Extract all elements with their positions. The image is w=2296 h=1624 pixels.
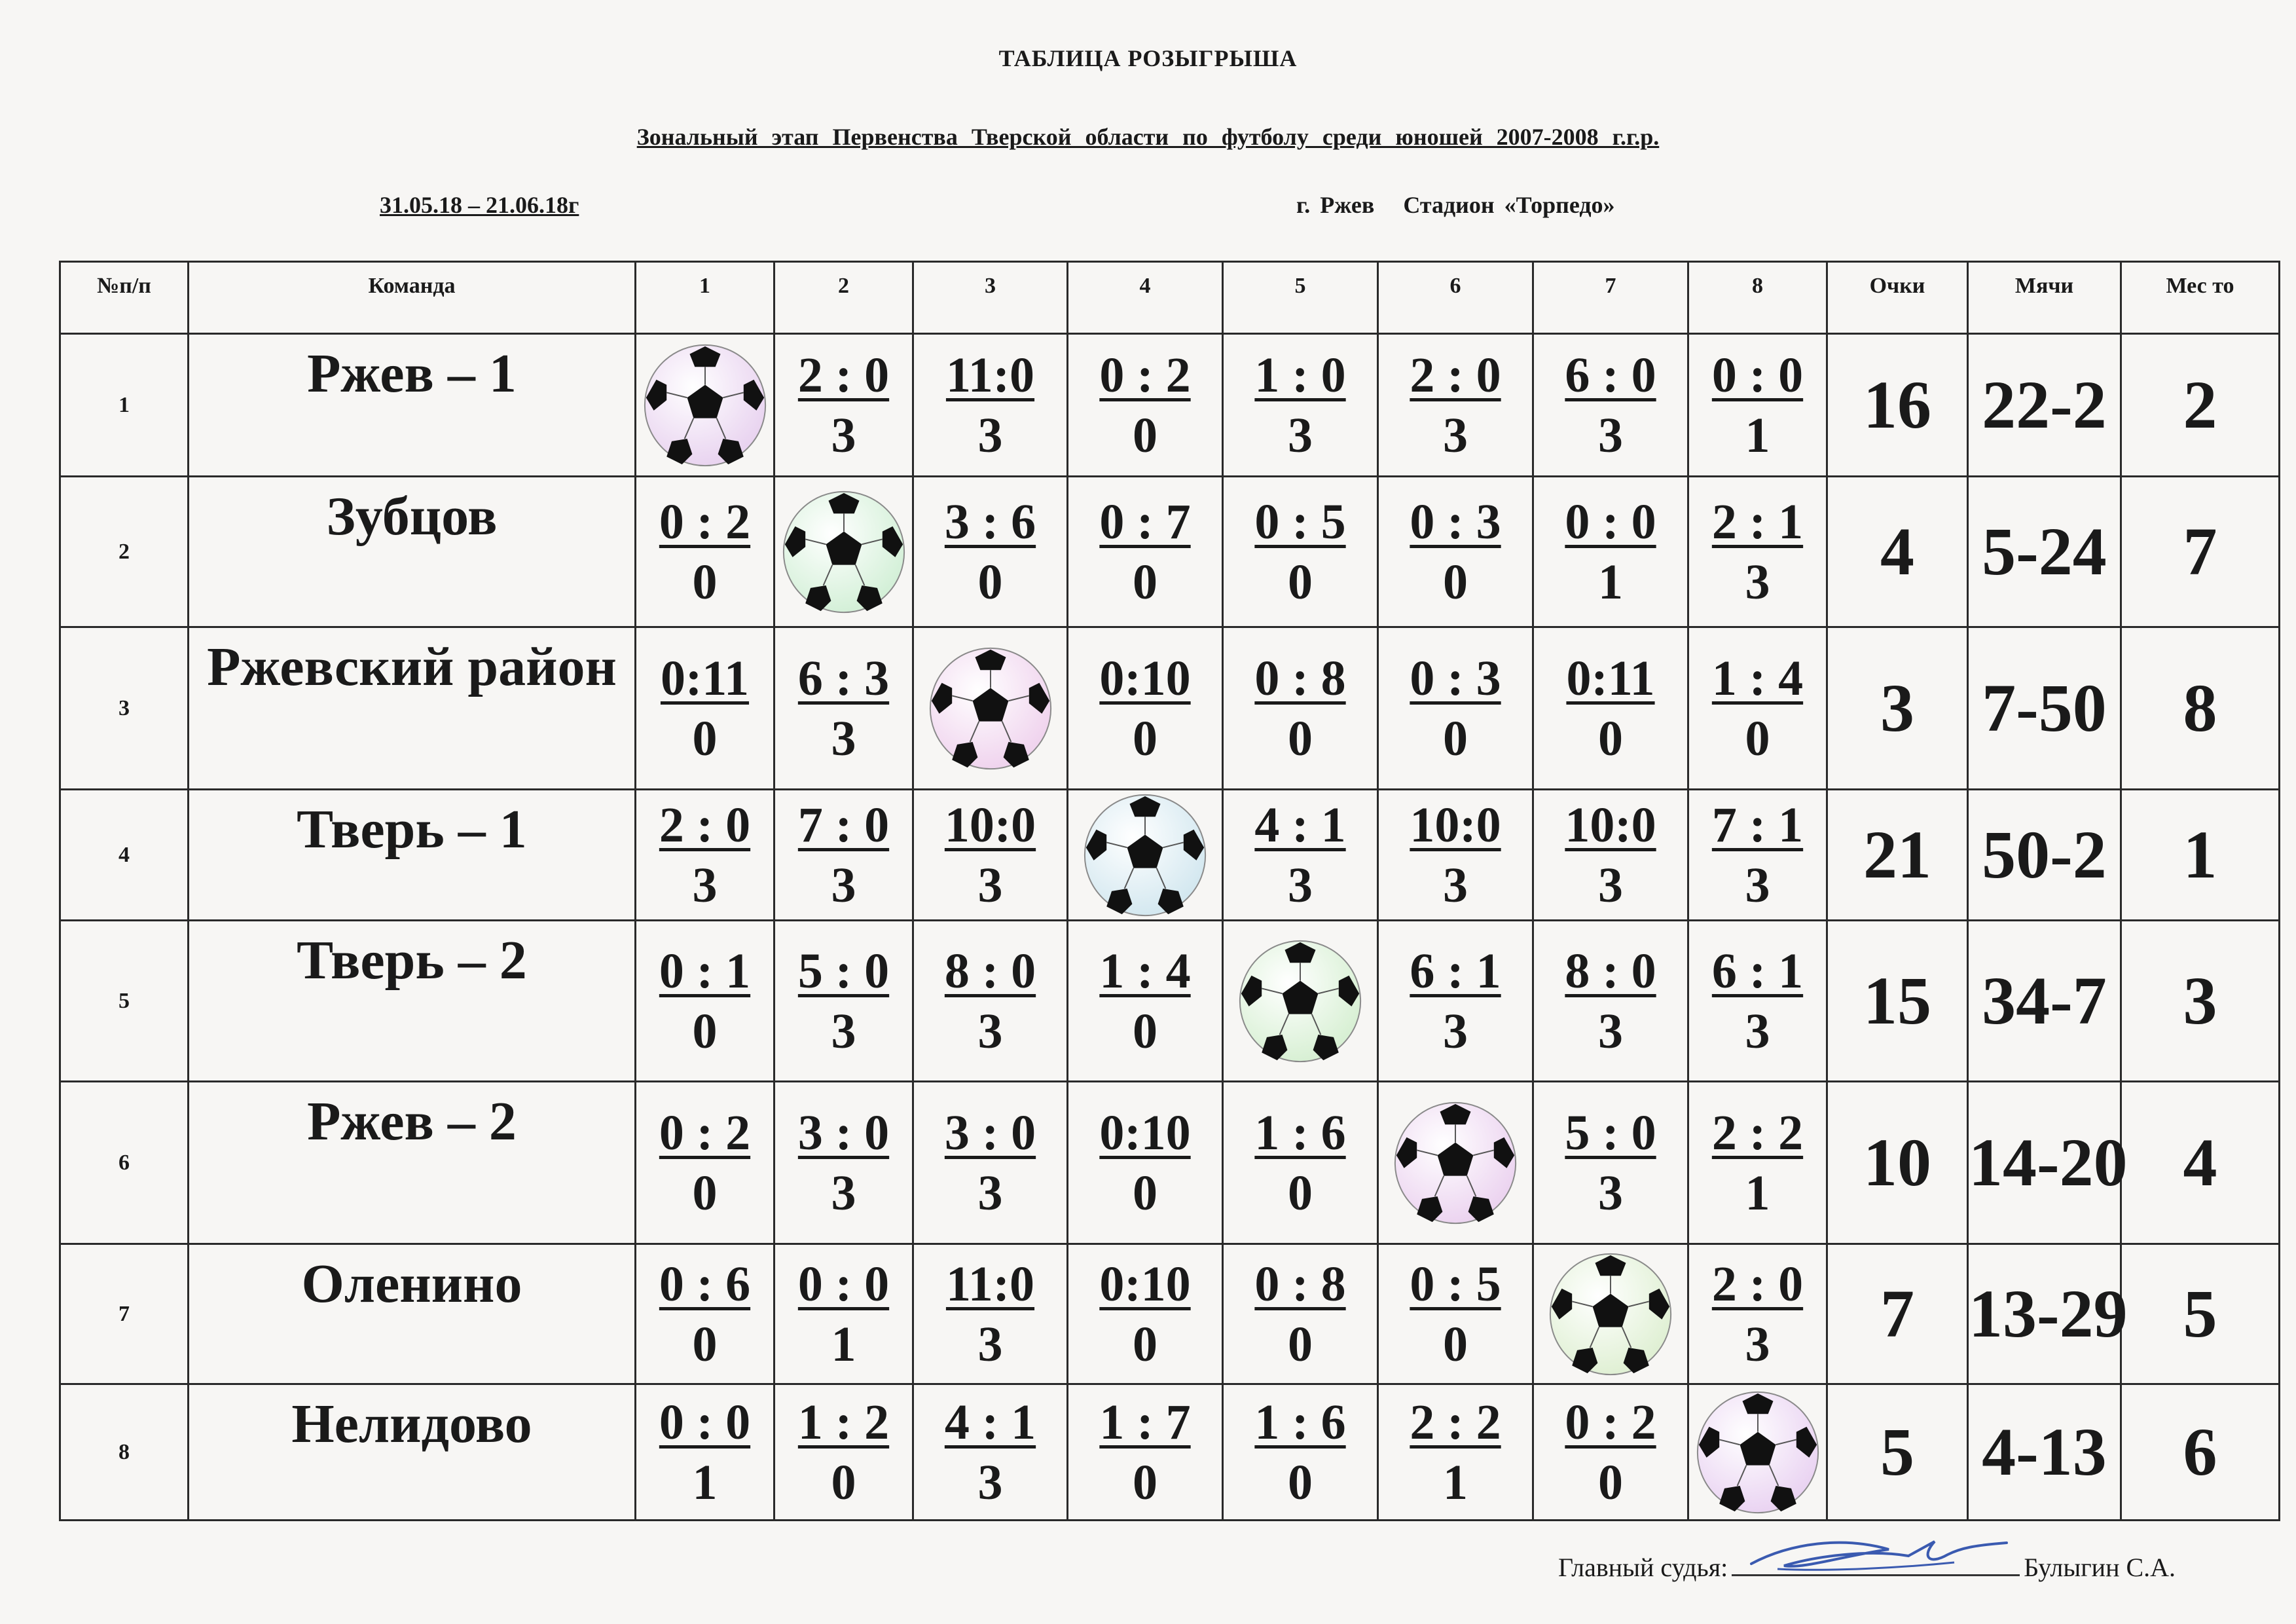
soccer-ball-icon [641,341,769,470]
document-subtitle: Зональный этап Первенства Тверской области по футболу среди юношей 2007-2008 г.г.р. [636,124,1660,150]
match-points: 3 [1745,1003,1770,1059]
match-score: 2 : 0 [1410,347,1501,403]
match-points: 0 [1133,407,1157,463]
match-result-cell [1688,1244,1827,1384]
match-score: 0 : 7 [1099,494,1191,549]
match-result-cell [774,1244,913,1384]
match-result-cell [1068,334,1223,477]
match-result-cell [1378,921,1533,1082]
match-score: 4 : 1 [944,1394,1036,1450]
match-result-cell [636,1384,774,1521]
match-score: 0 : 5 [1410,1256,1501,1312]
match-points: 3 [1745,554,1770,610]
match-points: 3 [831,1003,856,1059]
match-score: 0 : 0 [797,1256,890,1312]
match-points: 3 [977,407,1003,463]
match-result-cell [1223,334,1378,477]
match-score: 2 : 0 [1711,1256,1804,1312]
match-score: 1 : 6 [1254,1105,1346,1160]
match-points: 0 [977,554,1003,610]
match-result-cell [636,477,774,627]
match-points: 0 [1133,1454,1157,1510]
match-points: 3 [1745,1316,1770,1372]
soccer-ball-icon [1694,1388,1822,1517]
team-name: Ржев – 2 [189,1082,636,1244]
row-number: 7 [60,1244,189,1384]
match-points: 3 [1598,407,1623,463]
match-result-cell [1533,1082,1688,1244]
match-result-cell [636,921,774,1082]
soccer-ball-icon [1081,791,1209,919]
soccer-ball-icon [1236,937,1364,1065]
match-score: 0:10 [1099,650,1191,706]
standings-table [59,261,2280,1521]
match-score: 1 : 6 [1254,1394,1346,1450]
match-result-cell [913,1384,1068,1521]
table-row [60,627,2280,790]
col-header-team: Команда [189,262,636,334]
match-score: 0 : 0 [1565,494,1656,549]
match-score: 0 : 2 [1565,1394,1656,1450]
final-place: 6 [2121,1384,2280,1521]
match-score: 6 : 1 [1410,943,1501,999]
judge-name: Булыгин С.А. [2024,1553,2176,1582]
match-score: 10:0 [944,797,1036,853]
match-points: 0 [1288,1316,1313,1372]
total-points: 16 [1827,334,1968,477]
match-points: 3 [1598,857,1623,913]
match-points: 0 [1133,710,1157,766]
match-points: 3 [1288,857,1313,913]
match-score: 2 : 0 [797,347,890,403]
table-row [60,477,2280,627]
self-match-cell [1533,1244,1688,1384]
final-place: 8 [2121,627,2280,790]
match-score: 3 : 6 [944,494,1036,549]
match-score: 0 : 0 [659,1394,751,1450]
goal-difference: 22-2 [1968,334,2121,477]
match-result-cell [1223,1082,1378,1244]
match-result-cell [1068,921,1223,1082]
match-points: 0 [1443,1316,1468,1372]
match-score: 0 : 3 [1410,494,1501,549]
match-result-cell [1378,334,1533,477]
team-name: Нелидово [189,1384,636,1521]
table-header-row [60,262,2280,334]
match-points: 0 [692,1316,718,1372]
match-result-cell [1688,477,1827,627]
match-score: 0 : 2 [1099,347,1191,403]
match-result-cell [913,1082,1068,1244]
signature-mark [1738,1530,2013,1582]
match-score: 3 : 0 [944,1105,1036,1160]
table-row [60,1384,2280,1521]
match-result-cell [1068,1244,1223,1384]
self-match-cell [1378,1082,1533,1244]
match-score: 2 : 2 [1410,1394,1501,1450]
match-result-cell [1378,1244,1533,1384]
match-score: 10:0 [1410,797,1501,853]
match-score: 0 : 8 [1254,650,1346,706]
match-points: 3 [1443,857,1468,913]
table-row [60,1244,2280,1384]
match-points: 1 [1598,554,1623,610]
match-points: 0 [1288,1454,1313,1510]
match-points: 3 [1443,1003,1468,1059]
row-number: 8 [60,1384,189,1521]
match-result-cell [774,627,913,790]
match-result-cell [1533,477,1688,627]
match-score: 6 : 0 [1565,347,1656,403]
goal-difference: 14-20 [1968,1082,2121,1244]
match-result-cell [636,1244,774,1384]
signature-line [1732,1552,2020,1576]
total-points: 15 [1827,921,1968,1082]
match-result-cell [1533,627,1688,790]
match-result-cell [1533,1384,1688,1521]
row-number: 5 [60,921,189,1082]
match-points: 0 [1133,554,1157,610]
row-number: 1 [60,334,189,477]
match-score: 5 : 0 [797,943,890,999]
match-score: 1 : 4 [1099,943,1191,999]
match-result-cell [1223,1384,1378,1521]
match-points: 1 [692,1454,718,1510]
match-points: 3 [831,710,856,766]
tournament-dates: 31.05.18 – 21.06.18г [380,192,579,218]
match-score: 0:11 [660,650,750,706]
goal-difference: 4-13 [1968,1384,2121,1521]
col-header-opponent-7: 7 [1533,262,1688,334]
match-points: 3 [692,857,718,913]
team-name: Ржевский район [189,627,636,790]
venue [1296,191,1615,219]
col-header-no: №п/п [60,262,189,334]
match-result-cell [1378,627,1533,790]
match-points: 1 [1443,1454,1468,1510]
team-name: Оленино [189,1244,636,1384]
match-result-cell [1068,1082,1223,1244]
document-title: ТАБЛИЦА РОЗЫГРЫША [998,45,1298,71]
table-row [60,1082,2280,1244]
match-points: 0 [692,1165,718,1221]
soccer-ball-icon [926,644,1055,773]
match-score: 0 : 6 [659,1256,751,1312]
judge-signature-line [1558,1552,2176,1583]
match-points: 0 [1133,1003,1157,1059]
team-name: Тверь – 1 [189,790,636,921]
final-place: 3 [2121,921,2280,1082]
match-result-cell [636,1082,774,1244]
col-header-points: Очки [1827,262,1968,334]
match-score: 5 : 0 [1565,1105,1656,1160]
match-score: 2 : 0 [659,797,751,853]
col-header-place: Мес то [2121,262,2280,334]
match-points: 0 [1443,710,1468,766]
goal-difference: 13-29 [1968,1244,2121,1384]
row-number: 4 [60,790,189,921]
match-result-cell [1223,477,1378,627]
match-score: 2 : 1 [1711,494,1804,549]
match-result-cell [913,1244,1068,1384]
match-score: 10:0 [1565,797,1656,853]
goal-difference: 50-2 [1968,790,2121,921]
match-result-cell [636,790,774,921]
match-points: 3 [831,857,856,913]
match-score: 1 : 4 [1711,650,1804,706]
match-score: 0:11 [1566,650,1655,706]
col-header-goals: Мячи [1968,262,2121,334]
col-header-opponent-8: 8 [1688,262,1827,334]
match-score: 11:0 [945,1256,1035,1312]
match-score: 1 : 2 [797,1394,890,1450]
match-points: 3 [1598,1165,1623,1221]
self-match-cell [1223,921,1378,1082]
match-points: 0 [1443,554,1468,610]
match-score: 7 : 1 [1711,797,1804,853]
match-result-cell [1068,627,1223,790]
total-points: 7 [1827,1244,1968,1384]
total-points: 10 [1827,1082,1968,1244]
match-score: 0 : 8 [1254,1256,1346,1312]
match-result-cell [774,790,913,921]
judge-label: Главный судья: [1558,1553,1728,1582]
table-row [60,790,2280,921]
final-place: 7 [2121,477,2280,627]
match-result-cell [1378,1384,1533,1521]
match-score: 6 : 3 [797,650,890,706]
col-header-opponent-1: 1 [636,262,774,334]
match-score: 0 : 2 [659,1105,751,1160]
match-result-cell [1533,921,1688,1082]
col-header-opponent-5: 5 [1223,262,1378,334]
team-name: Ржев – 1 [189,334,636,477]
match-result-cell [1688,921,1827,1082]
match-score: 0 : 1 [659,943,751,999]
match-points: 3 [977,1316,1003,1372]
match-points: 0 [831,1454,856,1510]
team-name: Тверь – 2 [189,921,636,1082]
match-result-cell [1688,627,1827,790]
match-points: 0 [692,554,718,610]
match-score: 3 : 0 [797,1105,890,1160]
match-result-cell [1223,627,1378,790]
final-place: 4 [2121,1082,2280,1244]
col-header-opponent-4: 4 [1068,262,1223,334]
match-points: 0 [1133,1316,1157,1372]
match-result-cell [1533,790,1688,921]
match-result-cell [1378,790,1533,921]
match-result-cell [913,334,1068,477]
match-points: 0 [692,1003,718,1059]
goal-difference: 5-24 [1968,477,2121,627]
match-points: 1 [1745,1165,1770,1221]
final-place: 2 [2121,334,2280,477]
self-match-cell [913,627,1068,790]
row-number: 3 [60,627,189,790]
match-points: 0 [1745,710,1770,766]
match-result-cell [1223,790,1378,921]
match-result-cell [913,790,1068,921]
match-points: 0 [1288,1165,1313,1221]
match-result-cell [1688,790,1827,921]
match-result-cell [1068,477,1223,627]
team-name: Зубцов [189,477,636,627]
table-row [60,921,2280,1082]
match-score: 0 : 5 [1254,494,1346,549]
match-result-cell [1688,334,1827,477]
match-result-cell [774,1082,913,1244]
total-points: 4 [1827,477,1968,627]
match-result-cell [774,334,913,477]
match-points: 3 [1443,407,1468,463]
self-match-cell [774,477,913,627]
total-points: 3 [1827,627,1968,790]
match-points: 0 [1598,710,1623,766]
match-points: 3 [1288,407,1313,463]
match-score: 0 : 3 [1410,650,1501,706]
final-place: 5 [2121,1244,2280,1384]
match-score: 2 : 2 [1711,1105,1804,1160]
match-result-cell [1068,1384,1223,1521]
table-row [60,334,2280,477]
goal-difference: 34-7 [1968,921,2121,1082]
col-header-opponent-6: 6 [1378,262,1533,334]
self-match-cell [636,334,774,477]
match-points: 3 [831,407,856,463]
total-points: 21 [1827,790,1968,921]
match-score: 4 : 1 [1254,797,1346,853]
match-result-cell [913,477,1068,627]
soccer-ball-icon [780,488,908,616]
match-score: 0 : 0 [1711,347,1804,403]
match-score: 0:10 [1099,1105,1191,1160]
match-points: 3 [831,1165,856,1221]
match-score: 8 : 0 [1565,943,1656,999]
match-score: 0:10 [1099,1256,1191,1312]
soccer-ball-icon [1546,1250,1675,1378]
match-points: 3 [977,1454,1003,1510]
match-points: 3 [977,857,1003,913]
match-points: 0 [1133,1165,1157,1221]
match-points: 0 [1598,1454,1623,1510]
match-points: 0 [1288,710,1313,766]
match-result-cell [913,921,1068,1082]
row-number: 6 [60,1082,189,1244]
col-header-opponent-2: 2 [774,262,913,334]
match-result-cell [1533,334,1688,477]
match-score: 0 : 2 [659,494,751,549]
match-score: 11:0 [945,347,1035,403]
match-result-cell [1688,1082,1827,1244]
match-points: 0 [1288,554,1313,610]
match-score: 1 : 0 [1254,347,1346,403]
match-result-cell [1378,477,1533,627]
match-points: 1 [831,1316,856,1372]
match-points: 3 [977,1165,1003,1221]
match-points: 3 [977,1003,1003,1059]
match-result-cell [774,1384,913,1521]
venue-city: г. Ржев [1296,192,1375,218]
match-result-cell [636,627,774,790]
match-points: 3 [1745,857,1770,913]
venue-stadium: Стадион «Торпедо» [1403,192,1615,218]
row-number: 2 [60,477,189,627]
match-points: 1 [1745,407,1770,463]
match-result-cell [774,921,913,1082]
match-score: 8 : 0 [944,943,1036,999]
match-score: 7 : 0 [797,797,890,853]
final-place: 1 [2121,790,2280,921]
self-match-cell [1068,790,1223,921]
match-score: 6 : 1 [1711,943,1804,999]
self-match-cell [1688,1384,1827,1521]
match-score: 1 : 7 [1099,1394,1191,1450]
total-points: 5 [1827,1384,1968,1521]
match-points: 0 [692,710,718,766]
match-result-cell [1223,1244,1378,1384]
col-header-opponent-3: 3 [913,262,1068,334]
goal-difference: 7-50 [1968,627,2121,790]
soccer-ball-icon [1391,1099,1520,1227]
match-points: 3 [1598,1003,1623,1059]
